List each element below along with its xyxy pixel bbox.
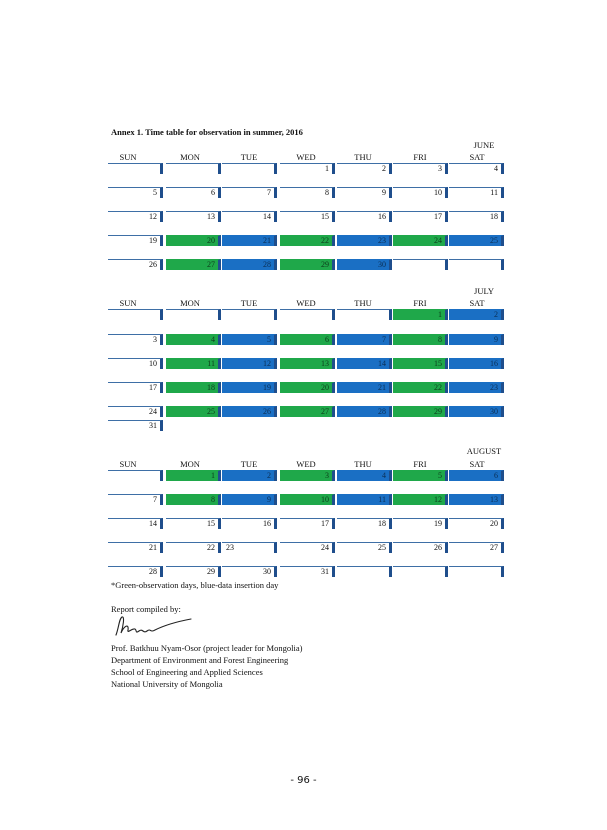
calendar-day: 7 — [337, 334, 392, 345]
calendar-day: 16 — [449, 358, 504, 369]
calendar-day: 21 — [222, 235, 277, 246]
calendar-day — [166, 309, 221, 320]
calendar-day: 4 — [166, 334, 221, 345]
day-header: MON — [180, 152, 200, 162]
calendar-day: 25 — [166, 406, 221, 417]
calendar-day: 5 — [393, 470, 448, 481]
day-header: WED — [296, 152, 316, 162]
calendar-day: 23 — [449, 382, 504, 393]
report-label: Report compiled by: — [111, 604, 181, 614]
calendar-day: 17 — [280, 518, 335, 529]
calendar-day: 10 — [280, 494, 335, 505]
calendar-day — [337, 309, 392, 320]
author-university: National University of Mongolia — [111, 679, 223, 689]
month-name: JULY — [474, 286, 494, 296]
calendar-day: 26 — [393, 542, 448, 553]
calendar-day: 1 — [280, 163, 335, 174]
calendar-day: 28 — [337, 406, 392, 417]
day-header: THU — [354, 152, 372, 162]
calendar-day: 8 — [280, 187, 335, 198]
calendar-day: 3 — [108, 334, 163, 345]
calendar-day: 31 — [108, 420, 163, 431]
calendar-day: 22 — [393, 382, 448, 393]
day-header: WED — [296, 298, 316, 308]
day-header: SUN — [119, 459, 137, 469]
calendar-day: 6 — [280, 334, 335, 345]
calendar-day: 17 — [108, 382, 163, 393]
calendar-day — [393, 566, 448, 577]
calendar-day: 13 — [449, 494, 504, 505]
calendar-day: 11 — [449, 187, 504, 198]
calendar-day: 23 — [337, 235, 392, 246]
calendar-day: 12 — [222, 358, 277, 369]
day-header: THU — [354, 459, 372, 469]
calendar-day: 8 — [393, 334, 448, 345]
calendar-day — [108, 470, 163, 481]
calendar-day: 15 — [393, 358, 448, 369]
day-header: MON — [180, 298, 200, 308]
day-header: SAT — [469, 459, 485, 469]
calendar-day: 22 — [166, 542, 221, 553]
calendar-day: 4 — [337, 470, 392, 481]
calendar-day: 28 — [222, 259, 277, 270]
calendar-day — [108, 309, 163, 320]
calendar-day: 13 — [166, 211, 221, 222]
calendar-day: 1 — [393, 309, 448, 320]
calendar-day: 4 — [449, 163, 504, 174]
calendar-day: 30 — [449, 406, 504, 417]
calendar-day: 3 — [393, 163, 448, 174]
calendar-day: 24 — [108, 406, 163, 417]
calendar-day — [393, 259, 448, 270]
calendar-day: 30 — [222, 566, 277, 577]
day-header: TUE — [240, 298, 258, 308]
calendar-day — [280, 309, 335, 320]
calendar-day: 5 — [222, 334, 277, 345]
day-header: FRI — [413, 459, 427, 469]
calendar-day: 20 — [166, 235, 221, 246]
calendar-day — [222, 309, 277, 320]
calendar-day: 27 — [166, 259, 221, 270]
calendar-day: 24 — [280, 542, 335, 553]
calendar-day: 29 — [393, 406, 448, 417]
calendar-day — [108, 163, 163, 174]
calendar-day: 18 — [337, 518, 392, 529]
legend-note: *Green-observation days, blue-data insertion day — [111, 580, 279, 590]
calendar-day: 9 — [222, 494, 277, 505]
calendar-day: 19 — [222, 382, 277, 393]
day-header: THU — [354, 298, 372, 308]
calendar-day: 27 — [449, 542, 504, 553]
calendar-day: 2 — [222, 470, 277, 481]
calendar-day — [449, 566, 504, 577]
calendar-day: 3 — [280, 470, 335, 481]
calendar-day: 25 — [449, 235, 504, 246]
calendar-day: 29 — [166, 566, 221, 577]
calendar-day — [166, 163, 221, 174]
calendar-day: 22 — [280, 235, 335, 246]
calendar-day: 20 — [449, 518, 504, 529]
calendar-day: 14 — [222, 211, 277, 222]
day-header: TUE — [240, 152, 258, 162]
day-header: FRI — [413, 298, 427, 308]
calendar-day: 8 — [166, 494, 221, 505]
calendar-day: 29 — [280, 259, 335, 270]
calendar-day: 24 — [393, 235, 448, 246]
day-header: WED — [296, 459, 316, 469]
calendar-day: 31 — [280, 566, 335, 577]
day-header: FRI — [413, 152, 427, 162]
author-name: Prof. Batkhuu Nyam-Osor (project leader for Mongolia) — [111, 643, 303, 653]
calendar-day: 12 — [393, 494, 448, 505]
calendar-day — [337, 566, 392, 577]
calendar-day — [449, 259, 504, 270]
calendar-day: 28 — [108, 566, 163, 577]
calendar-day: 10 — [108, 358, 163, 369]
calendar-day: 15 — [166, 518, 221, 529]
calendar-day: 11 — [337, 494, 392, 505]
author-school: School of Engineering and Applied Sciences — [111, 667, 263, 677]
calendar-day — [222, 163, 277, 174]
month-name: AUGUST — [466, 446, 502, 456]
calendar-day: 7 — [222, 187, 277, 198]
calendar-day: 14 — [108, 518, 163, 529]
day-header: SAT — [469, 298, 485, 308]
calendar-day: 14 — [337, 358, 392, 369]
calendar-day: 23 — [222, 542, 277, 553]
calendar-day: 20 — [280, 382, 335, 393]
calendar-day: 10 — [393, 187, 448, 198]
calendar-day: 11 — [166, 358, 221, 369]
calendar-day: 18 — [166, 382, 221, 393]
calendar-day: 2 — [449, 309, 504, 320]
day-header: TUE — [240, 459, 258, 469]
signature — [113, 613, 193, 639]
day-header: MON — [180, 459, 200, 469]
day-header: SAT — [469, 152, 485, 162]
calendar-day: 13 — [280, 358, 335, 369]
calendar-day: 30 — [337, 259, 392, 270]
calendar-day: 15 — [280, 211, 335, 222]
calendar-day: 21 — [337, 382, 392, 393]
calendar-day: 25 — [337, 542, 392, 553]
day-header: SUN — [119, 298, 137, 308]
calendar-day: 21 — [108, 542, 163, 553]
calendar-day: 12 — [108, 211, 163, 222]
calendar-day: 19 — [393, 518, 448, 529]
calendar-day: 16 — [337, 211, 392, 222]
calendar-day: 18 — [449, 211, 504, 222]
calendar-day: 19 — [108, 235, 163, 246]
calendar-day: 26 — [108, 259, 163, 270]
calendar-day: 9 — [449, 334, 504, 345]
calendar-day: 2 — [337, 163, 392, 174]
calendar-day: 5 — [108, 187, 163, 198]
calendar-day: 7 — [108, 494, 163, 505]
author-department: Department of Environment and Forest Engineering — [111, 655, 289, 665]
calendar-day: 17 — [393, 211, 448, 222]
calendar-day: 1 — [166, 470, 221, 481]
month-name: JUNE — [473, 140, 495, 150]
calendar-day: 9 — [337, 187, 392, 198]
annex-title: Annex 1. Time table for observation in summer, 2016 — [111, 127, 303, 137]
calendar-day: 26 — [222, 406, 277, 417]
page-number: - 96 - — [290, 775, 317, 786]
calendar-day: 6 — [449, 470, 504, 481]
calendar-day: 6 — [166, 187, 221, 198]
calendar-day: 27 — [280, 406, 335, 417]
day-header: SUN — [119, 152, 137, 162]
calendar-day: 16 — [222, 518, 277, 529]
